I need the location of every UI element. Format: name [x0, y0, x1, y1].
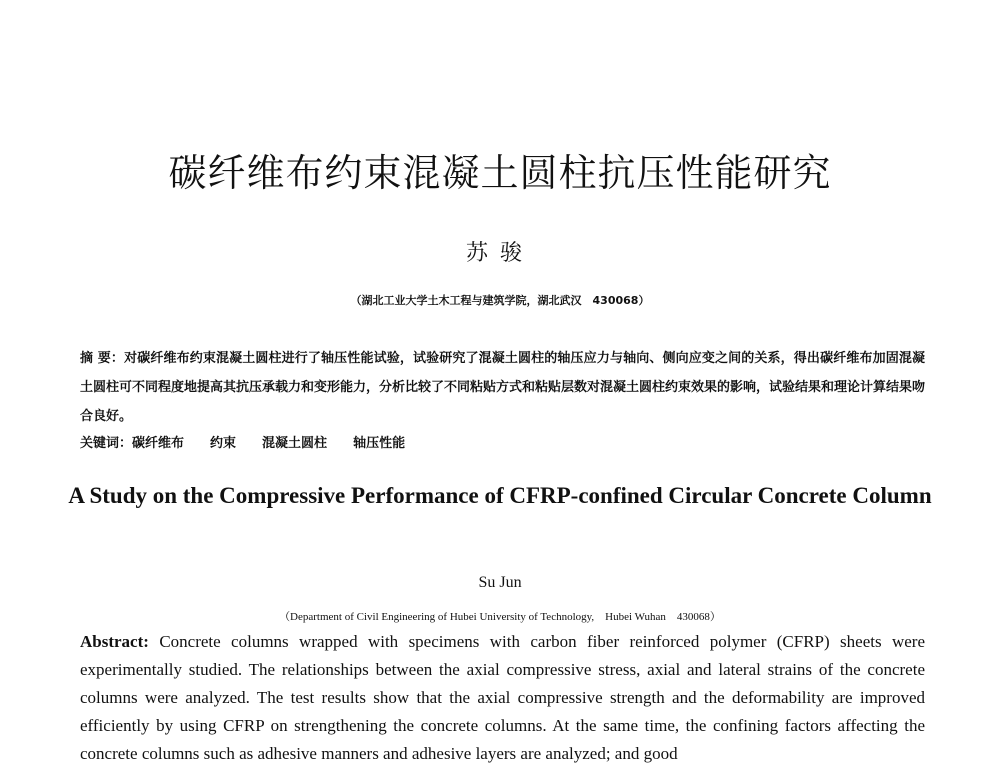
- chinese-affiliation: （湖北工业大学土木工程与建筑学院，湖北武汉 430068）: [350, 294, 650, 307]
- english-author: Su Jun: [478, 574, 522, 591]
- english-abstract-text: Concrete columns wrapped with specimens with carbon fiber reinforced polymer (CFRP) sheets were experimentally studied. The relationships between the axial compressive stress, axial and lateral strains of the concrete columns were analyzed. The test results show that the axial compressive strength and the deformability are improved efficiently by using CFRP on strengthening the concrete columns. At the same time, the confining factors affecting the concrete columns such as adhesive manners and adhesive layers are analyzed; and good: [80, 632, 926, 763]
- english-affiliation: （Department of Civil Engineering of Hubei University of Technology, Hubei Wuhan 430068）: [279, 611, 721, 623]
- chinese-title: 碳纤维布约束混凝土圆柱抗压性能研究: [168, 151, 832, 195]
- chinese-keywords: [80, 432, 925, 451]
- chinese-abstract-text: 对碳纤维布约束混凝土圆柱进行了轴压性能试验，试验研究了混凝土圆柱的轴压应力与轴向、侧向应变之间的关系，得出碳纤维布加固混凝土圆柱可不同程度地提高其抗压承载力和变形能力，分析比较了不同粘贴方式和粘贴层数对混凝土圆柱约束效果的影响，试验结果和理论计算结果吻合良好。: [80, 351, 926, 424]
- chinese-keywords-label: 关键词：: [80, 436, 133, 451]
- chinese-abstract: [80, 344, 925, 431]
- keyword: 约束: [210, 436, 237, 451]
- english-abstract-label: Abstract:: [80, 632, 149, 651]
- keyword: 碳纤维布: [132, 436, 185, 451]
- english-abstract: [80, 628, 925, 768]
- english-title: A Study on the Compressive Performance of CFRP-confined Circular Concrete Column: [68, 483, 932, 508]
- keyword: 轴压性能: [353, 436, 406, 451]
- chinese-abstract-label: 摘 要：: [80, 351, 125, 366]
- chinese-author: 苏骏: [465, 241, 534, 266]
- keyword: 混凝土圆柱: [262, 436, 328, 451]
